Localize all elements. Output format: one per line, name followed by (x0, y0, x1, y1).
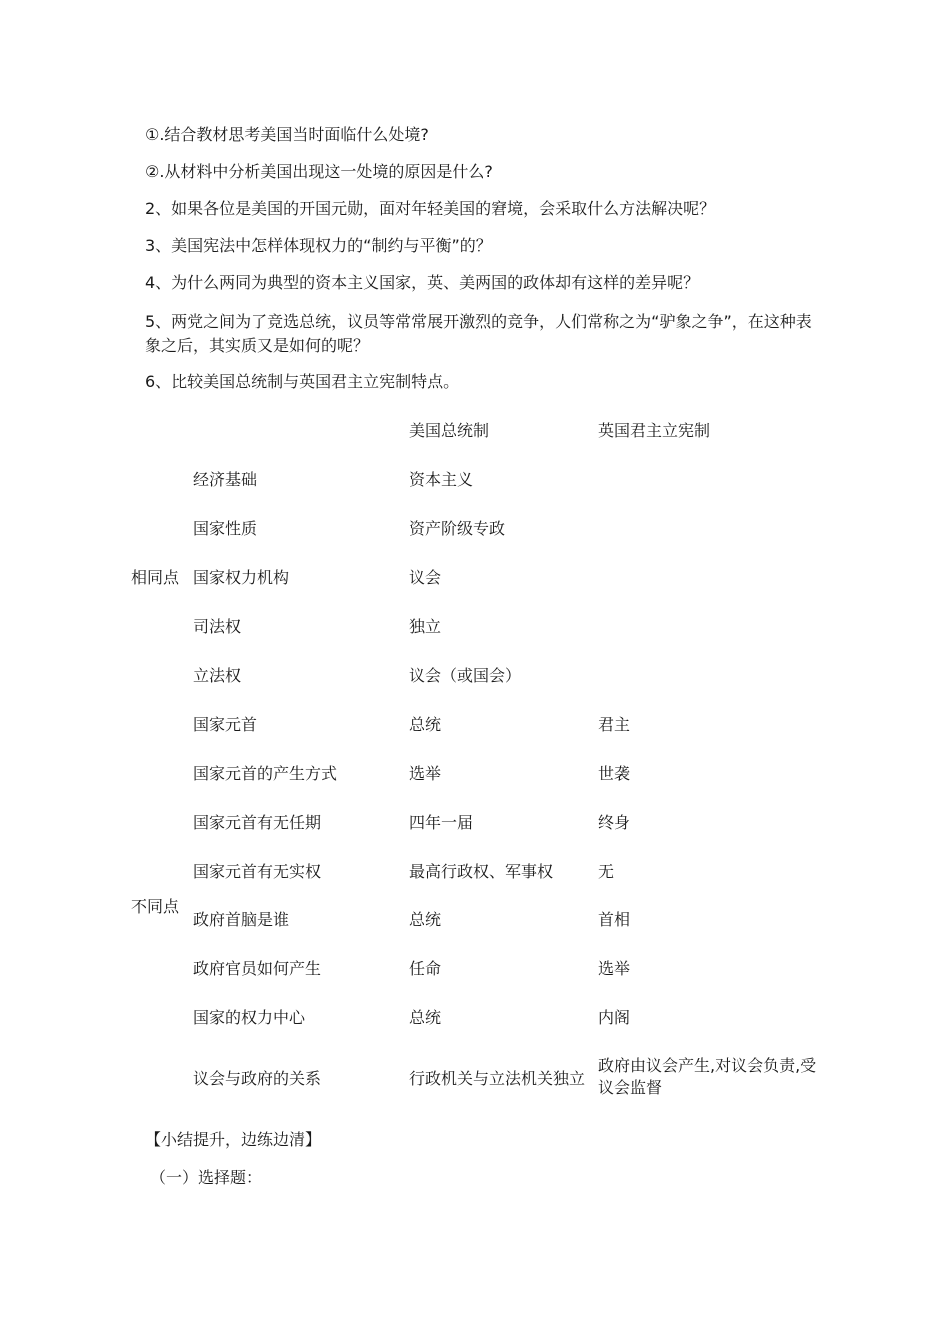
choice-heading: （一）选择题： (150, 1168, 263, 1187)
row-item: 国家元首的产生方式 (193, 764, 338, 783)
row-us: 任命 (409, 959, 442, 978)
row-item: 司法权 (193, 617, 242, 636)
row-us: 选举 (409, 764, 442, 783)
row-item: 国家元首 (193, 715, 258, 734)
question-6: 6、比较美国总统制与英国君主立宪制特点。 (145, 372, 460, 391)
row-us: 行政机关与立法机关独立 (409, 1069, 586, 1088)
row-us: 资产阶级专政 (409, 519, 506, 538)
row-item: 国家权力机构 (193, 568, 290, 587)
row-uk: 内阁 (598, 1008, 631, 1027)
row-uk: 无 (598, 862, 615, 881)
row-us: 议会 (409, 568, 442, 587)
question-1-2: ②.从材料中分析美国出现这一处境的原因是什么? (145, 162, 493, 181)
row-us: 议会（或国会） (409, 666, 522, 685)
summary-heading: 【小结提升，边练边清】 (145, 1130, 322, 1149)
row-item: 立法权 (193, 666, 242, 685)
row-item: 议会与政府的关系 (193, 1069, 322, 1088)
header-us: 美国总统制 (409, 421, 490, 440)
row-item: 政府首脑是谁 (193, 910, 290, 929)
question-5: 5、两党之间为了竞选总统，议员等常常展开激烈的竞争，人们常称之为“驴象之争”，在这种表象之后，其实质又是如何的呢？ (145, 312, 812, 355)
row-us: 最高行政权、军事权 (409, 862, 554, 881)
row-us: 总统 (409, 910, 442, 929)
row-uk: 选举 (598, 959, 631, 978)
question-2: 2、如果各位是美国的开国元勋，面对年轻美国的窘境，会采取什么方法解决呢？ (145, 199, 716, 218)
question-3: 3、美国宪法中怎样体现权力的“制约与平衡”的？ (145, 236, 492, 255)
row-uk: 世袭 (598, 764, 631, 783)
header-uk: 英国君主立宪制 (598, 421, 711, 440)
question-1-1: ①.结合教材思考美国当时面临什么处境? (145, 125, 429, 144)
row-us: 总统 (409, 1008, 442, 1027)
row-item: 国家的权力中心 (193, 1008, 306, 1027)
row-us: 四年一届 (409, 813, 474, 832)
row-item: 国家元首有无任期 (193, 813, 322, 832)
row-uk: 首相 (598, 910, 631, 929)
row-item: 经济基础 (193, 470, 258, 489)
row-us: 独立 (409, 617, 442, 636)
group-label-diff: 不同点 (131, 897, 180, 916)
row-uk: 政府由议会产生,对议会负责,受议会监督 (598, 1056, 817, 1097)
row-uk: 君主 (598, 715, 631, 734)
row-uk: 终身 (598, 813, 631, 832)
row-item: 国家性质 (193, 519, 258, 538)
row-us: 总统 (409, 715, 442, 734)
group-label-same: 相同点 (131, 568, 180, 587)
row-item: 国家元首有无实权 (193, 862, 322, 881)
question-4: 4、为什么两同为典型的资本主义国家，英、美两国的政体却有这样的差异呢？ (145, 273, 700, 292)
row-item: 政府官员如何产生 (193, 959, 322, 978)
row-us: 资本主义 (409, 470, 474, 489)
